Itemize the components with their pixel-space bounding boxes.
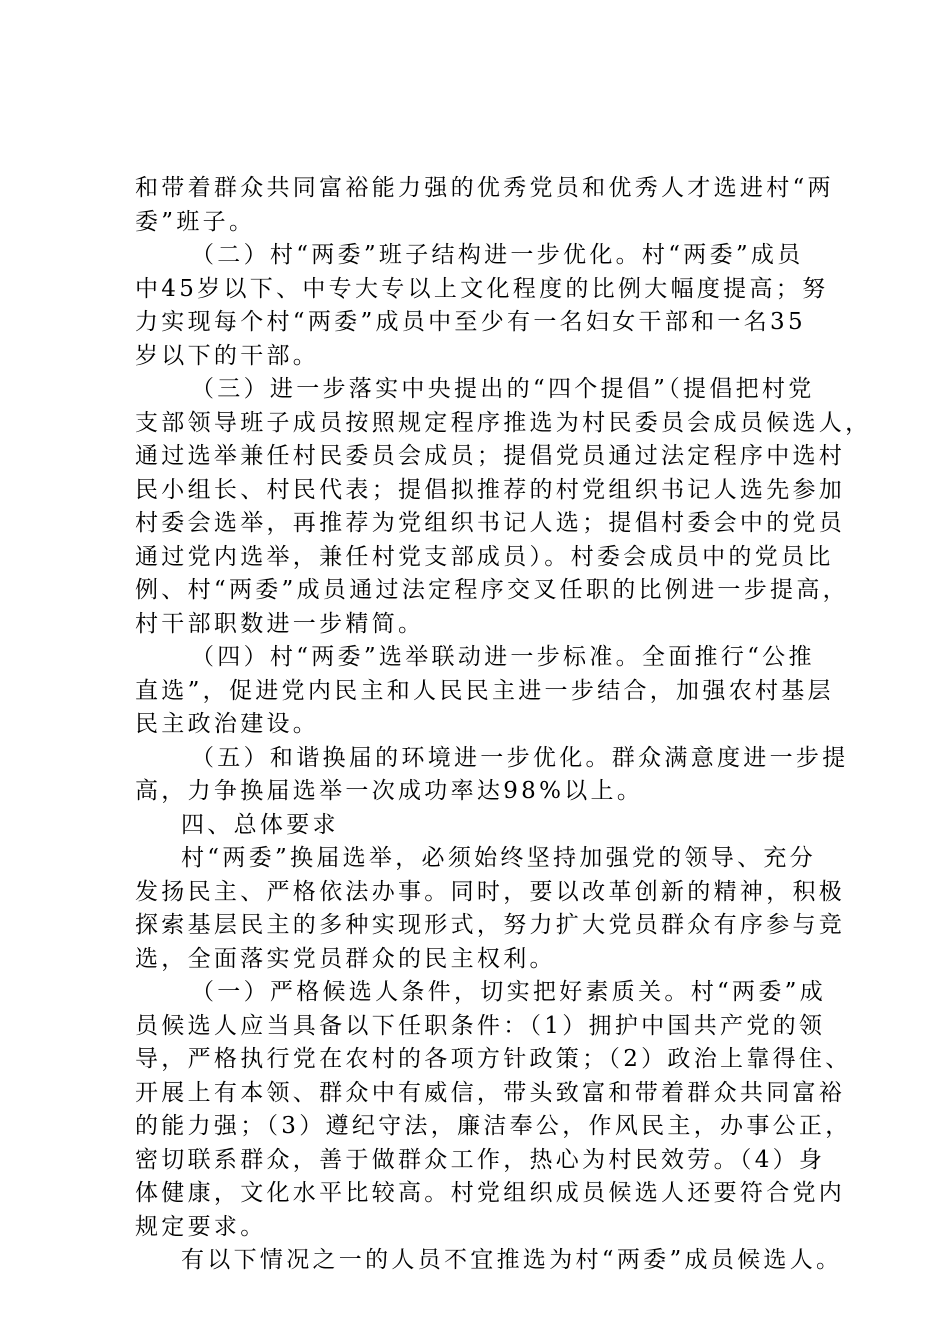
text-line: 高，力争换届选举一次成功率达98%以上。 — [135, 778, 644, 804]
text-line: 村委会选举，再推荐为党组织书记人选；提倡村委会中的党员 — [135, 510, 846, 536]
text-line: 直选”，促进党内民主和人民民主进一步结合，加强农村基层 — [135, 677, 834, 704]
text-line: （二）村“两委”班子结构进一步优化。村“两委”成员 — [191, 242, 804, 268]
text-line: 导，严格执行党在农村的各项方针政策；（2）政治上靠得住、 — [135, 1046, 852, 1072]
text-line: 有以下情况之一的人员不宜推选为村“两委”成员候选人。 — [181, 1247, 843, 1273]
text-line: 民小组长、村民代表；提倡拟推荐的村党组织书记人选先参加 — [135, 476, 846, 503]
text-line: 民主政治建设。 — [135, 711, 320, 737]
text-line: （四）村“两委”选举联动进一步标准。全面推行“公推 — [191, 644, 815, 670]
text-line: 例、村“两委”成员通过法定程序交叉任职的比例进一步提高， — [135, 577, 849, 603]
text-line: 村“两委”换届选举，必须始终坚持加强党的领导、充分 — [181, 845, 817, 871]
text-line: 选，全面落实党员群众的民主权利。 — [135, 945, 556, 972]
text-line: （五）和谐换届的环境进一步优化。群众满意度进一步提 — [191, 744, 849, 771]
text-line: 通过党内选举，兼任村党支部成员）。村委会成员中的党员比 — [135, 543, 834, 570]
text-line: 中45岁以下、中专大专以上文化程度的比例大幅度提高；努 — [135, 275, 829, 302]
text-line: 通过选举兼任村民委员会成员；提倡党员通过法定程序中选村 — [135, 443, 846, 469]
text-line: 村干部职数进一步精简。 — [135, 610, 425, 637]
section-heading: 四、总体要求 — [181, 811, 339, 838]
text-line: 探索基层民主的多种实现形式，努力扩大党员群众有序参与竞 — [135, 912, 846, 938]
text-line: 密切联系群众，善于做群众工作，热心为村民效劳。（4）身 — [135, 1146, 826, 1173]
text-line: 支部领导班子成员按照规定程序推选为村民委员会成员候选人， — [135, 409, 872, 436]
text-line: （三）进一步落实中央提出的“四个提倡”（提倡把村党 — [191, 376, 815, 402]
text-line: 和带着群众共同富裕能力强的优秀党员和优秀人才选进村“两 — [135, 175, 834, 201]
text-line: 的能力强；（3）遵纪守法，廉洁奉公，作风民主，办事公正， — [135, 1113, 852, 1139]
text-line: 力实现每个村“两委”成员中至少有一名妇女干部和一名35 — [135, 309, 806, 335]
text-line: 开展上有本领、群众中有威信，带头致富和带着群众共同富裕 — [135, 1079, 846, 1106]
text-line: 委”班子。 — [135, 208, 256, 235]
text-line: 员候选人应当具备以下任职条件：（1）拥护中国共产党的领 — [135, 1012, 826, 1039]
text-line: 规定要求。 — [135, 1213, 267, 1240]
text-line: 发扬民主、严格依法办事。同时，要以改革创新的精神，积极 — [135, 878, 846, 905]
document-body — [135, 172, 872, 1278]
text-line: 体健康，文化水平比较高。村党组织成员候选人还要符合党内 — [135, 1180, 846, 1206]
text-line: 岁以下的干部。 — [135, 342, 320, 369]
text-line: （一）严格候选人条件，切实把好素质关。村“两委”成 — [191, 979, 827, 1005]
